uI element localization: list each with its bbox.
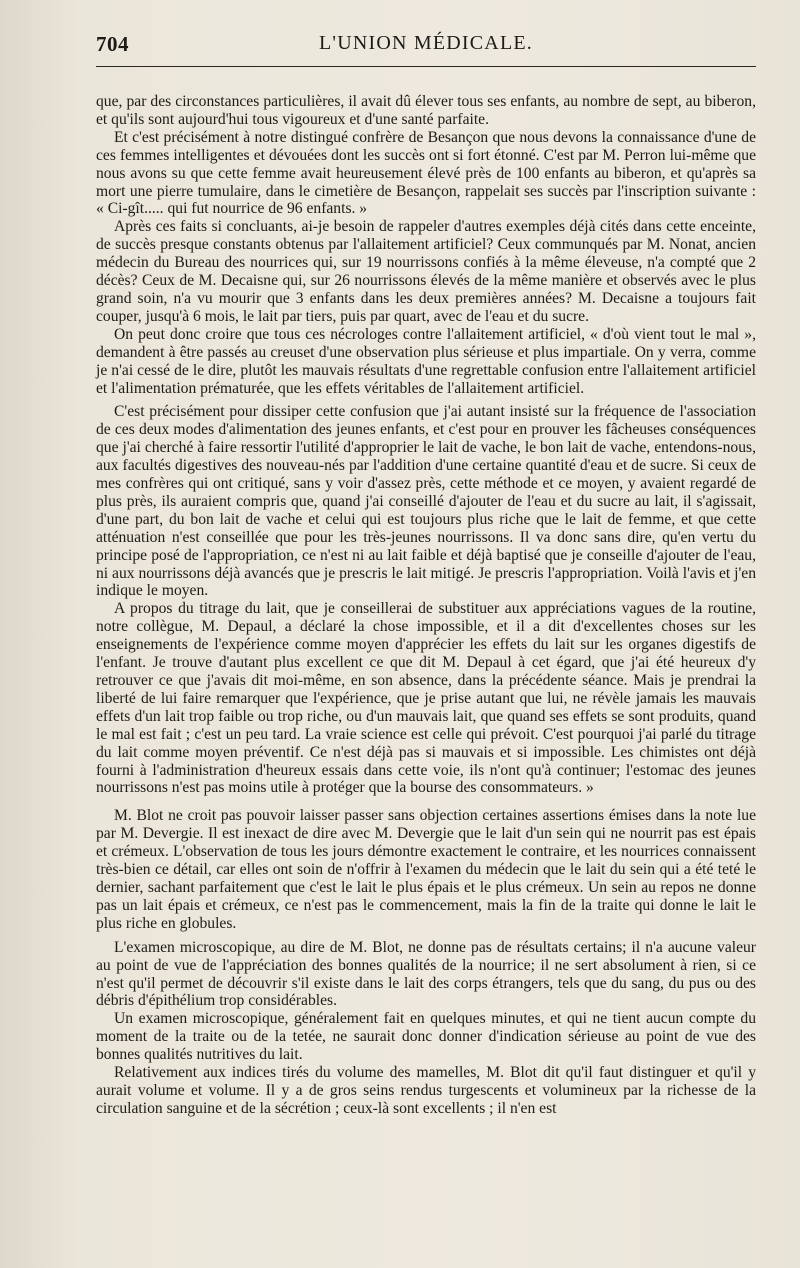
page-number: 704 — [96, 32, 129, 56]
paragraph: L'examen microscopique, au dire de M. Blot, ne donne pas de résultats certains; il n'a aucune valeur au point de vue de l'appréciation des bonnes qualités de la nourrice; il ne sert absolument à rien, si ce n'est qu'il permet de découvrir s'il existe dans le lait des corps étrangers, tels que du sang, du pus ou des débris d'épithélium trop considérables. — [96, 938, 756, 1010]
article-body — [96, 93, 756, 1118]
paragraph: Et c'est précisément à notre distingué confrère de Besançon que nous devons la connaissance d'une de ces femmes intelligentes et dévouées dont les succès ont si fort étonné. C'est par M. Perron lui-même que nous avons su que cette femme avait heureusement élevé près de 100 enfants au biberon, et qu'après sa mort une pierre tumulaire, dans le cimetière de Besançon, rappelait ses succès par l'inscription suivante : « Ci-gît..... qui fut nourrice de 96 enfants. » — [96, 128, 756, 218]
journal-title: L'UNION MÉDICALE. — [319, 32, 533, 54]
paragraph: Relativement aux indices tirés du volume des mamelles, M. Blot dit qu'il faut distinguer et qu'il y aurait volume et volume. Il y a de gros seins rendus turgescents et volumineux par la richesse de la circulation sanguine et de la sécrétion ; ceux-là sont excellents ; il n'en est — [96, 1064, 756, 1117]
paragraph: Un examen microscopique, généralement fait en quelques minutes, et qui ne tient aucun compte du moment de la traite ou de la tetée, ne saurait donc donner d'indication sérieuse au point de vue des bonnes qualités nutritives du lait. — [96, 1010, 756, 1064]
paragraph: On peut donc croire que tous ces nécrologes contre l'allaitement artificiel, « d'où vient tout le mal », demandent à être passés au creuset d'une observation plus sérieuse et plus impartiale. On y verra, comme je n'ai cessé de le dire, plutôt les mauvais résultats d'une regrettable confusion entre l'allaitement artificiel et l'alimentation prématurée, que les effets véritables de l'allaitement artificiel. — [96, 325, 756, 397]
paragraph: C'est précisément pour dissiper cette confusion que j'ai autant insisté sur la fréquence de l'association de ces deux modes d'alimentation des jeunes enfants, et c'est pour en prouver les fâcheuses conséquences que j'ai cherché à faire ressortir l'utilité d'approprier le lait de vache, le bon lait de vache, entendons-nous, aux facultés digestives des nouveau-nés par l'addition d'une certaine quantité d'eau et de sucre. Si ceux de mes confrères qui ont critiqué, sans y voir d'assez près, cette méthode et ce moyen, y avaient regardé de plus près, ils auraient compris que, quand j'ai conseillé d'ajouter de l'eau et du sucre au lait, il s'agissait, d'une part, du bon lait de vache et celui qui est toujours plus riche que le lait de femme, et que cette atténuation n'est conseillée que pour les très-jeunes nourrissons. Il va donc sans dire, qu'en vertu du principe posé de l'appropriation, ce n'est ni au lait faible et déjà baptisé que je conseille d'ajouter de l'eau, ni aux nourrissons déjà avancés que je prescris le lait mitigé. Je prescris l'appropriation. Voilà l'avis et j'en indique le moyen. — [96, 403, 756, 600]
paragraph: M. Blot ne croit pas pouvoir laisser passer sans objection certaines assertions émises dans la note lue par M. Devergie. Il est inexact de dire avec M. Devergie que le lait d'un sein qui ne nourrit pas est épais et crémeux. L'observation de tous les jours démontre exactement le contraire, et les nourrices connaissent très-bien ce détail, car elles ont soin de n'offrir à l'examen du médecin que le lait du sein qui a été teté le dernier, sachant parfaitement que c'est le lait le plus épais et le plus crémeux. Un sein au repos ne donne pas un lait épais et crémeux, ce n'est pas le commencement, mais la fin de la traite qui donne le lait le plus riche en globules. — [96, 807, 756, 932]
paragraph: que, par des circonstances particulières, il avait dû élever tous ses enfants, au nombre de sept, au biberon, et qu'ils sont aujourd'hui tous vigoureux et d'une santé parfaite. — [96, 93, 756, 128]
page-header — [96, 26, 756, 67]
paragraph: A propos du titrage du lait, que je conseillerai de substituer aux appréciations vagues de la routine, notre collègue, M. Depaul, a déclaré la chose impossible, et il a dit d'excellentes choses sur les enseignements de l'expérience comme moyen d'apprécier les effets du lait sur les organes digestifs de l'enfant. Je trouve d'autant plus excellent ce que dit M. Depaul à cet égard, que j'ai été heureux d'y retrouver ce que j'avais dit moi-même, en son absence, dans la précédente séance. Mais je prendrai la liberté de lui faire remarquer que l'expérience, que je prise autant que lui, ne révèle jamais les mauvais effets d'un lait trop faible ou trop riche, ou d'un mauvais lait, que quand ses effets se sont produits, quand le mal est fait ; c'est un peu tard. La vraie science est celle qui prévoit. C'est pourquoi j'ai parlé du titrage du lait comme moyen préventif. Ce n'est déjà pas si mauvais et si impossible. Les chimistes ont déjà fourni à l'administration d'heureux essais dans cette voie, ils n'ont qu'à continuer; l'estomac des jeunes nourrissons n'est pas moins utile à protéger que la bourse des consommateurs. » — [96, 600, 756, 797]
paragraph: Après ces faits si concluants, ai-je besoin de rappeler d'autres exemples déjà cités dans cette enceinte, de succès presque constants obtenus par l'allaitement artificiel? Ceux communqués par M. Nonat, ancien médecin du Bureau des nourrices qui, sur 19 nourrissons confiés à la même éleveuse, n'a compté que 2 décès? Ceux de M. Decaisne qui, sur 26 nourrissons élevés de la même manière et observés avec le plus grand soin, n'a vu mourir que 3 enfants dans les deux premières années? M. Decaisne a toujours fait couper, jusqu'à 6 mois, le lait par tiers, puis par quart, avec de l'eau et du sucre. — [96, 218, 756, 325]
